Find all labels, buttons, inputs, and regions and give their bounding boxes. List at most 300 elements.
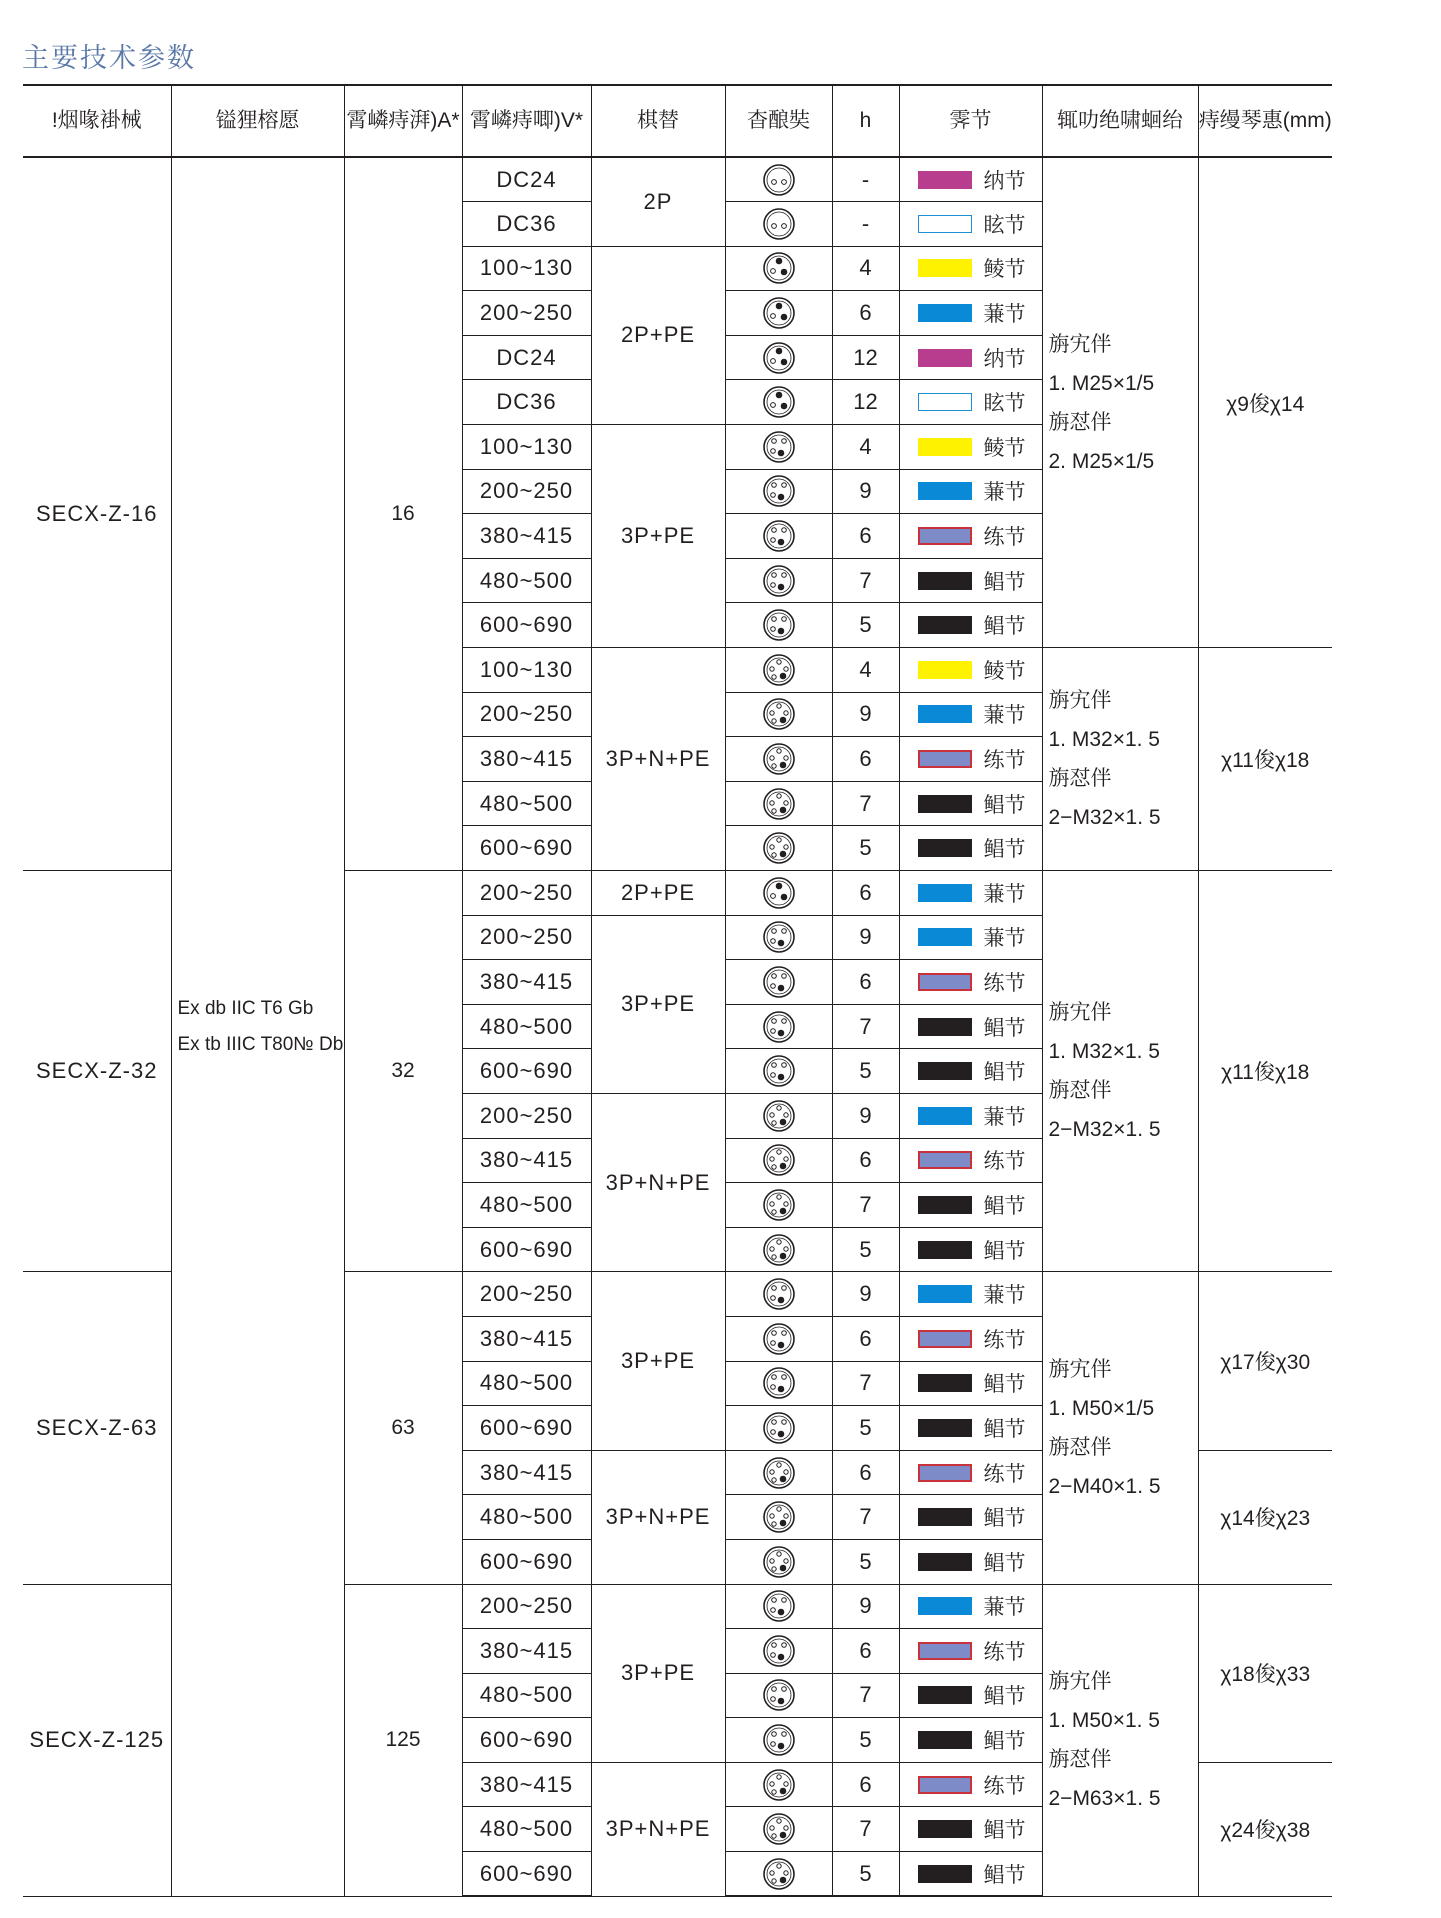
plug-face-icon [762, 876, 796, 910]
voltage-value: 100~130 [462, 648, 591, 693]
h-value: 5 [832, 1227, 899, 1272]
h-value: 9 [832, 469, 899, 514]
color-label: 蒹节 [983, 926, 1026, 951]
plug-face-icon [762, 697, 796, 731]
voltage-value: 200~250 [462, 692, 591, 737]
spec-table [23, 84, 1332, 1897]
color-label: 鲳节 [983, 1684, 1026, 1709]
color-code [899, 1049, 1042, 1094]
color-label: 鲳节 [983, 1416, 1026, 1441]
color-code [899, 648, 1042, 693]
rated-current: 63 [344, 1272, 462, 1584]
plug-face-icon [762, 653, 796, 687]
plug-face-icon [762, 1099, 796, 1133]
table-header [23, 85, 1332, 157]
plug-cell [725, 469, 832, 514]
h-value: 6 [832, 514, 899, 559]
plug-cell [725, 960, 832, 1005]
poles-value: 3P+N+PE [591, 1450, 725, 1584]
voltage-value: 200~250 [462, 1093, 591, 1138]
voltage-value: 480~500 [462, 1361, 591, 1406]
plug-face-icon [762, 920, 796, 954]
plug-cell [725, 1361, 832, 1406]
plug-cell [725, 1093, 832, 1138]
color-swatch [918, 393, 972, 411]
color-swatch [918, 1018, 972, 1036]
thread-exit-label: 旃怼伴 [1048, 1079, 1112, 1103]
cable-diameter: χ18俊χ33 [1198, 1584, 1332, 1762]
plug-face-icon [762, 742, 796, 776]
color-label: 练节 [983, 525, 1026, 550]
h-value: 5 [832, 1718, 899, 1763]
color-code [899, 1539, 1042, 1584]
h-value: 9 [832, 1093, 899, 1138]
plug-cell [725, 425, 832, 470]
color-swatch [918, 1553, 972, 1571]
plug-face-icon [762, 1233, 796, 1267]
color-code [899, 514, 1042, 559]
color-label: 练节 [983, 1639, 1026, 1664]
color-label: 眩节 [983, 212, 1026, 237]
h-value: 9 [832, 1272, 899, 1317]
poles-value: 2P+PE [591, 871, 725, 916]
thread-entry-label: 旃宄伴 [1048, 1670, 1112, 1694]
color-label: 鲳节 [983, 1238, 1026, 1263]
plug-cell [725, 558, 832, 603]
h-value: 7 [832, 558, 899, 603]
header-thread: 辄叻绝啸蛔绐 [1042, 85, 1198, 157]
rated-current: 125 [344, 1584, 462, 1896]
plug-cell [725, 246, 832, 291]
color-code [899, 1718, 1042, 1763]
color-swatch [918, 750, 972, 768]
h-value: 6 [832, 1316, 899, 1361]
color-label: 鲮节 [983, 435, 1026, 460]
model-name: SECX-Z-63 [23, 1272, 171, 1584]
color-label: 鲳节 [983, 1506, 1026, 1531]
thread-entry-value: 1. M25×1/5 [1048, 371, 1155, 395]
voltage-value: 600~690 [462, 1049, 591, 1094]
voltage-value: 100~130 [462, 425, 591, 470]
plug-face-icon [762, 1277, 796, 1311]
h-value: 7 [832, 1807, 899, 1852]
color-code [899, 1227, 1042, 1272]
h-value: 7 [832, 1004, 899, 1049]
color-code [899, 1138, 1042, 1183]
plug-cell [725, 1004, 832, 1049]
color-label: 鲳节 [983, 1372, 1026, 1397]
thread-entry-label: 旃宄伴 [1048, 689, 1112, 713]
plug-cell [725, 1450, 832, 1495]
plug-cell [725, 826, 832, 871]
cable-diameter: χ9俊χ14 [1198, 157, 1332, 648]
h-value: 7 [832, 781, 899, 826]
color-swatch [918, 1062, 972, 1080]
thread-entry-value: 1. M50×1. 5 [1048, 1709, 1160, 1733]
plug-face-icon [762, 1322, 796, 1356]
h-value: 9 [832, 915, 899, 960]
voltage-value: DC36 [462, 202, 591, 247]
color-code [899, 335, 1042, 380]
table-row [23, 157, 1332, 202]
h-value: 5 [832, 1852, 899, 1897]
plug-cell [725, 737, 832, 782]
poles-value: 2P [591, 157, 725, 246]
voltage-value: 380~415 [462, 1762, 591, 1807]
thread-entry-value: 1. M50×1/5 [1048, 1396, 1155, 1420]
color-label: 纳节 [983, 346, 1026, 371]
voltage-value: 100~130 [462, 246, 591, 291]
color-code [899, 246, 1042, 291]
color-swatch [918, 304, 972, 322]
h-value: 5 [832, 1049, 899, 1094]
voltage-value: 380~415 [462, 960, 591, 1005]
poles-value: 3P+PE [591, 1272, 725, 1450]
thread-exit-value: 2−M32×1. 5 [1048, 806, 1161, 830]
voltage-value: 380~415 [462, 1138, 591, 1183]
color-code [899, 202, 1042, 247]
voltage-value: 480~500 [462, 1673, 591, 1718]
color-code [899, 1272, 1042, 1317]
color-code [899, 1629, 1042, 1674]
h-value: 6 [832, 1762, 899, 1807]
plug-cell [725, 1584, 832, 1629]
plug-face-icon [762, 965, 796, 999]
color-swatch [918, 171, 972, 189]
color-code [899, 692, 1042, 737]
voltage-value: 600~690 [462, 1227, 591, 1272]
color-swatch [918, 1196, 972, 1214]
h-value: 6 [832, 1138, 899, 1183]
plug-cell [725, 871, 832, 916]
color-code [899, 1450, 1042, 1495]
color-label: 鲳节 [983, 1015, 1026, 1040]
color-swatch [918, 1642, 972, 1660]
plug-face-icon [762, 296, 796, 330]
color-label: 练节 [983, 1327, 1026, 1352]
color-label: 鲳节 [983, 837, 1026, 862]
plug-face-icon [762, 251, 796, 285]
color-swatch [918, 839, 972, 857]
color-code [899, 1183, 1042, 1228]
color-swatch [918, 1374, 972, 1392]
h-value: 6 [832, 737, 899, 782]
color-label: 练节 [983, 970, 1026, 995]
h-value: 6 [832, 1450, 899, 1495]
cable-diameter: χ17俊χ30 [1198, 1272, 1332, 1450]
poles-value: 2P+PE [591, 246, 725, 424]
voltage-value: 600~690 [462, 603, 591, 648]
voltage-value: DC36 [462, 380, 591, 425]
plug-cell [725, 291, 832, 336]
rated-current: 16 [344, 157, 462, 871]
h-value: 6 [832, 1629, 899, 1674]
voltage-value: 200~250 [462, 1272, 591, 1317]
color-code [899, 1495, 1042, 1540]
color-swatch [918, 349, 972, 367]
h-value: - [832, 157, 899, 202]
color-code [899, 380, 1042, 425]
h-value: 5 [832, 1539, 899, 1584]
thread-exit-label: 旃怼伴 [1048, 410, 1112, 434]
thread-exit-value: 2−M40×1. 5 [1048, 1474, 1161, 1498]
color-label: 鲳节 [983, 1193, 1026, 1218]
color-code [899, 1762, 1042, 1807]
color-swatch [918, 1776, 972, 1794]
plug-cell [725, 1852, 832, 1897]
color-label: 蒹节 [983, 302, 1026, 327]
plug-cell [725, 1227, 832, 1272]
voltage-value: DC24 [462, 335, 591, 380]
plug-face-icon [762, 1456, 796, 1490]
color-code [899, 737, 1042, 782]
color-label: 鲳节 [983, 614, 1026, 639]
voltage-value: 600~690 [462, 1406, 591, 1451]
plug-face-icon [762, 1366, 796, 1400]
color-swatch [918, 884, 972, 902]
color-label: 纳节 [983, 168, 1026, 193]
plug-face-icon [762, 1634, 796, 1668]
cable-diameter: χ14俊χ23 [1198, 1450, 1332, 1584]
thread-spec [1042, 157, 1198, 648]
color-label: 鲳节 [983, 1550, 1026, 1575]
plug-cell [725, 1138, 832, 1183]
voltage-value: DC24 [462, 157, 591, 202]
color-label: 练节 [983, 748, 1026, 773]
plug-face-icon [762, 341, 796, 375]
plug-cell [725, 1718, 832, 1763]
plug-face-icon [762, 1010, 796, 1044]
voltage-value: 380~415 [462, 1450, 591, 1495]
plug-face-icon [762, 1500, 796, 1534]
voltage-value: 200~250 [462, 871, 591, 916]
h-value: 9 [832, 692, 899, 737]
poles-value: 3P+N+PE [591, 1093, 725, 1271]
thread-spec [1042, 648, 1198, 871]
color-label: 练节 [983, 1461, 1026, 1486]
h-value: 4 [832, 425, 899, 470]
color-code [899, 558, 1042, 603]
plug-face-icon [762, 564, 796, 598]
voltage-value: 480~500 [462, 1807, 591, 1852]
header-ex-mark: 镒狸榕愿 [171, 85, 344, 157]
color-swatch [918, 1151, 972, 1169]
color-swatch [918, 259, 972, 277]
h-value: 7 [832, 1361, 899, 1406]
plug-face-icon [762, 1723, 796, 1757]
thread-spec [1042, 1272, 1198, 1584]
model-name: SECX-Z-32 [23, 871, 171, 1272]
color-swatch [918, 1597, 972, 1615]
plug-cell [725, 1807, 832, 1852]
color-label: 蒹节 [983, 881, 1026, 906]
header-model: !烟喙褂械 [23, 85, 171, 157]
color-swatch [918, 1508, 972, 1526]
plug-cell [725, 157, 832, 202]
color-swatch [918, 1107, 972, 1125]
color-swatch [918, 1419, 972, 1437]
color-label: 练节 [983, 1773, 1026, 1798]
plug-cell [725, 380, 832, 425]
color-label: 鲮节 [983, 257, 1026, 282]
color-code [899, 1584, 1042, 1629]
plug-face-icon [762, 207, 796, 241]
voltage-value: 380~415 [462, 737, 591, 782]
color-label: 鲳节 [983, 569, 1026, 594]
color-swatch [918, 973, 972, 991]
color-code [899, 826, 1042, 871]
plug-cell [725, 1673, 832, 1718]
h-value: 7 [832, 1673, 899, 1718]
thread-entry-value: 1. M32×1. 5 [1048, 728, 1160, 752]
color-swatch [918, 1285, 972, 1303]
header-color: 霁节 [899, 85, 1042, 157]
plug-cell [725, 692, 832, 737]
h-value: 6 [832, 960, 899, 1005]
cable-diameter: χ24俊χ38 [1198, 1762, 1332, 1896]
page-title: 主要技术参数 [22, 43, 196, 74]
plug-cell [725, 1539, 832, 1584]
plug-face-icon [762, 1678, 796, 1712]
voltage-value: 200~250 [462, 1584, 591, 1629]
color-label: 鲮节 [983, 658, 1026, 683]
color-label: 蒹节 [983, 480, 1026, 505]
voltage-value: 480~500 [462, 781, 591, 826]
color-swatch [918, 1241, 972, 1259]
color-code [899, 1093, 1042, 1138]
header-plug: 杳酿奘 [725, 85, 832, 157]
plug-cell [725, 335, 832, 380]
h-value: 5 [832, 603, 899, 648]
header-voltage: 霄嶙痔唧)V* [462, 85, 591, 157]
color-swatch [918, 482, 972, 500]
color-label: 练节 [983, 1149, 1026, 1174]
h-value: 9 [832, 1584, 899, 1629]
color-label: 蒹节 [983, 1104, 1026, 1129]
color-swatch [918, 527, 972, 545]
h-value: 5 [832, 826, 899, 871]
thread-entry-label: 旃宄伴 [1048, 1357, 1112, 1381]
color-code [899, 1852, 1042, 1897]
color-code [899, 871, 1042, 916]
plug-face-icon [762, 787, 796, 821]
plug-face-icon [762, 1589, 796, 1623]
color-swatch [918, 616, 972, 634]
voltage-value: 600~690 [462, 1852, 591, 1897]
color-swatch [918, 1865, 972, 1883]
plug-cell [725, 1406, 832, 1451]
plug-cell [725, 1272, 832, 1317]
plug-face-icon [762, 474, 796, 508]
h-value: 6 [832, 291, 899, 336]
color-code [899, 157, 1042, 202]
plug-face-icon [762, 1143, 796, 1177]
color-code [899, 781, 1042, 826]
voltage-value: 600~690 [462, 1718, 591, 1763]
h-value: - [832, 202, 899, 247]
voltage-value: 380~415 [462, 514, 591, 559]
thread-exit-value: 2. M25×1/5 [1048, 449, 1155, 473]
plug-face-icon [762, 1054, 796, 1088]
plug-cell [725, 781, 832, 826]
color-label: 眩节 [983, 391, 1026, 416]
color-code [899, 469, 1042, 514]
poles-value: 3P+N+PE [591, 648, 725, 871]
header-poles: 棋替 [591, 85, 725, 157]
thread-exit-label: 旃怼伴 [1048, 767, 1112, 791]
color-label: 鲳节 [983, 1729, 1026, 1754]
color-swatch [918, 1330, 972, 1348]
h-value: 5 [832, 1406, 899, 1451]
voltage-value: 480~500 [462, 1495, 591, 1540]
plug-cell [725, 648, 832, 693]
thread-exit-label: 旃怼伴 [1048, 1435, 1112, 1459]
plug-face-icon [762, 430, 796, 464]
color-code [899, 603, 1042, 648]
header-h: h [832, 85, 899, 157]
color-swatch [918, 215, 972, 233]
color-swatch [918, 1686, 972, 1704]
cable-diameter: χ11俊χ18 [1198, 648, 1332, 871]
color-label: 鲳节 [983, 1862, 1026, 1887]
plug-cell [725, 1495, 832, 1540]
color-code [899, 291, 1042, 336]
plug-face-icon [762, 608, 796, 642]
voltage-value: 200~250 [462, 469, 591, 514]
thread-exit-value: 2−M32×1. 5 [1048, 1118, 1161, 1142]
color-code [899, 1807, 1042, 1852]
plug-cell [725, 1316, 832, 1361]
plug-cell [725, 202, 832, 247]
plug-cell [725, 1049, 832, 1094]
plug-cell [725, 603, 832, 648]
h-value: 7 [832, 1183, 899, 1228]
thread-spec [1042, 871, 1198, 1272]
plug-cell [725, 1183, 832, 1228]
voltage-value: 200~250 [462, 915, 591, 960]
plug-face-icon [762, 1812, 796, 1846]
voltage-value: 600~690 [462, 1539, 591, 1584]
color-code [899, 1361, 1042, 1406]
plug-face-icon [762, 385, 796, 419]
voltage-value: 600~690 [462, 826, 591, 871]
color-label: 鲳节 [983, 792, 1026, 817]
plug-face-icon [762, 1768, 796, 1802]
color-label: 蒹节 [983, 1283, 1026, 1308]
voltage-value: 380~415 [462, 1629, 591, 1674]
thread-entry-value: 1. M32×1. 5 [1048, 1040, 1160, 1064]
poles-value: 3P+PE [591, 915, 725, 1093]
model-name: SECX-Z-125 [23, 1584, 171, 1896]
color-label: 蒹节 [983, 1595, 1026, 1620]
voltage-value: 380~415 [462, 1316, 591, 1361]
color-swatch [918, 438, 972, 456]
plug-cell [725, 1629, 832, 1674]
h-value: 4 [832, 246, 899, 291]
voltage-value: 480~500 [462, 558, 591, 603]
h-value: 12 [832, 380, 899, 425]
color-swatch [918, 1820, 972, 1838]
color-swatch [918, 661, 972, 679]
thread-entry-label: 旃宄伴 [1048, 1001, 1112, 1025]
plug-face-icon [762, 163, 796, 197]
color-code [899, 915, 1042, 960]
plug-face-icon [762, 1545, 796, 1579]
plug-face-icon [762, 1188, 796, 1222]
voltage-value: 480~500 [462, 1183, 591, 1228]
h-value: 7 [832, 1495, 899, 1540]
color-swatch [918, 1731, 972, 1749]
